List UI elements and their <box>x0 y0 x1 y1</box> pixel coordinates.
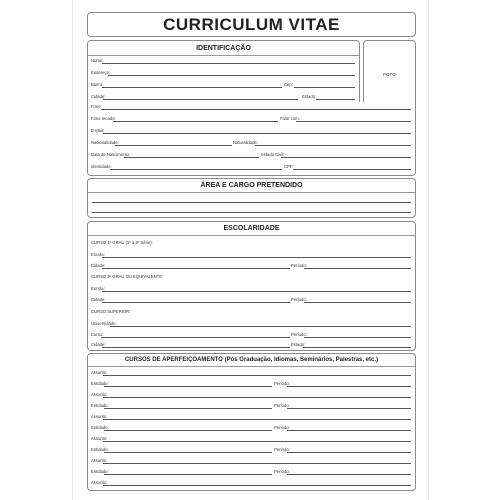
endereco-field[interactable] <box>108 75 355 76</box>
periodo-c3-field[interactable] <box>287 430 411 431</box>
nome-field[interactable] <box>102 63 355 64</box>
cursos-title: CURSOS DE APERFEIÇOAMENTO (Pós Graduação, Idiomas, Seminários, Palestras, etc.) <box>124 357 379 363</box>
foto-label: FOTO <box>383 72 396 77</box>
periodo-3-label: Período: <box>291 332 307 337</box>
estado-3-field[interactable] <box>303 347 411 348</box>
assunto-3-label: Assunto: <box>91 414 108 419</box>
cidade-2-field[interactable] <box>102 302 290 303</box>
estado-label: Estado: <box>302 94 317 99</box>
email-field[interactable] <box>103 133 411 134</box>
naturalidade-label: Naturalidade: <box>233 140 258 145</box>
assunto-4-field[interactable] <box>103 441 411 442</box>
fone-recado-field[interactable] <box>113 121 278 122</box>
section-divider <box>88 55 359 56</box>
entidade-1-field[interactable] <box>104 386 272 387</box>
entidade-3-field[interactable] <box>104 430 272 431</box>
escolaridade-section <box>87 221 416 351</box>
periodo-2-field[interactable] <box>304 302 411 303</box>
escola-1-label: Escola: <box>91 252 105 257</box>
fone-label: Fone: <box>91 104 102 109</box>
endereco-label: Endereço: <box>91 70 111 75</box>
cep-field[interactable] <box>294 87 355 88</box>
falar-com-field[interactable] <box>296 121 411 122</box>
bairro-label: Bairro: <box>91 82 104 87</box>
page-title: CURRICULUM VITAE <box>163 15 340 34</box>
periodo-c3-label: Período: <box>274 425 290 430</box>
section-divider <box>88 366 415 367</box>
estado-civil-field[interactable] <box>281 157 411 158</box>
entidade-5-field[interactable] <box>104 474 272 475</box>
curso-superior-label: CURSO SUPERIOR: <box>91 309 131 314</box>
cv-form-sheet <box>73 0 428 500</box>
naturalidade-field[interactable] <box>255 145 411 146</box>
cidade-1-label: Cidade: <box>91 263 106 268</box>
entidade-2-field[interactable] <box>104 408 272 409</box>
escola-2-label: Escola: <box>91 286 105 291</box>
periodo-1-field[interactable] <box>304 268 411 269</box>
entidade-2-label: Entidade: <box>91 403 109 408</box>
entidade-4-field[interactable] <box>104 452 272 453</box>
identidade-label: Identidade: <box>91 164 112 169</box>
cidade-field[interactable] <box>103 99 298 100</box>
escola-2-field[interactable] <box>102 291 411 292</box>
entidade-4-label: Entidade: <box>91 447 109 452</box>
curso-label: Curso: <box>91 332 104 337</box>
area-cargo-title: ÁREA E CARGO PRETENDIDO <box>200 182 303 189</box>
cpf-field[interactable] <box>293 169 411 170</box>
universidade-label: Universidade: <box>91 321 117 326</box>
estado-3-label: Estado: <box>291 342 306 347</box>
cidade-2-label: Cidade: <box>91 297 106 302</box>
assunto-2-field[interactable] <box>103 397 411 398</box>
entidade-1-label: Entidade: <box>91 381 109 386</box>
escola-1-field[interactable] <box>102 257 411 258</box>
foto-box[interactable] <box>363 40 416 107</box>
nacionalidade-label: Nacionalidade: <box>91 140 119 145</box>
assunto-1-label: Assunto: <box>91 370 108 375</box>
cidade-1-field[interactable] <box>102 268 290 269</box>
assunto-1-field[interactable] <box>103 375 411 376</box>
periodo-c1-label: Período: <box>274 381 290 386</box>
assunto-2-label: Assunto: <box>91 392 108 397</box>
identificacao-title: IDENTIFICAÇÃO <box>196 45 251 52</box>
escolaridade-title: ESCOLARIDADE <box>223 225 280 232</box>
periodo-c4-label: Período: <box>274 447 290 452</box>
cursos-section <box>87 353 416 491</box>
assunto-5-field[interactable] <box>103 463 411 464</box>
periodo-c2-label: Período: <box>274 403 290 408</box>
title-box <box>87 12 416 37</box>
estado-civil-label: Estado Civil: <box>261 152 285 157</box>
data-nascimento-label: Data de Nascimento: <box>91 152 131 157</box>
email-label: E-Mail: <box>91 128 105 133</box>
section-divider <box>88 192 415 193</box>
cidade-3-field[interactable] <box>102 347 290 348</box>
assunto-4-label: Assunto: <box>91 436 108 441</box>
assunto-6-field[interactable] <box>103 485 411 486</box>
bairro-field[interactable] <box>102 87 282 88</box>
entidade-5-label: Entidade: <box>91 469 109 474</box>
section-divider <box>88 235 415 236</box>
assunto-6-label: Assunto: <box>91 480 108 485</box>
periodo-1-label: Período: <box>291 263 307 268</box>
nacionalidade-field[interactable] <box>115 145 232 146</box>
periodo-c1-field[interactable] <box>287 386 411 387</box>
periodo-c5-label: Período: <box>274 469 290 474</box>
estado-field[interactable] <box>316 99 355 100</box>
fone-field[interactable] <box>101 109 411 110</box>
area-cargo-line-2[interactable] <box>92 212 411 213</box>
periodo-2-label: Período: <box>291 297 307 302</box>
assunto-5-label: Assunto: <box>91 458 108 463</box>
entidade-3-label: Entidade: <box>91 425 109 430</box>
universidade-field[interactable] <box>110 326 411 327</box>
periodo-c2-field[interactable] <box>287 408 411 409</box>
cep-label: Cep: <box>284 82 293 87</box>
periodo-c5-field[interactable] <box>287 474 411 475</box>
identificacao-section <box>87 40 360 107</box>
periodo-3-field[interactable] <box>304 337 411 338</box>
fone-recado-label: Fone recado: <box>91 116 116 121</box>
falar-com-label: Falar com: <box>280 116 300 121</box>
cidade-label: Cidade: <box>91 94 106 99</box>
data-nascimento-field[interactable] <box>124 157 259 158</box>
curso-field[interactable] <box>101 337 290 338</box>
curso-2-grau-label: CURSO 2º GRAU OU EQUIVALENTE: <box>91 274 164 279</box>
periodo-c4-field[interactable] <box>287 452 411 453</box>
cidade-3-label: Cidade: <box>91 342 106 347</box>
assunto-3-field[interactable] <box>103 419 411 420</box>
area-cargo-line-1[interactable] <box>92 202 411 203</box>
area-cargo-section <box>87 178 416 218</box>
curso-1-grau-label: CURSO 1º GRAU (1º à 8º Série): <box>91 240 153 245</box>
nome-label: Nome: <box>91 58 104 63</box>
identificacao-continuation <box>87 102 416 176</box>
identidade-field[interactable] <box>110 169 282 170</box>
cpf-label: CPF: <box>284 164 294 169</box>
